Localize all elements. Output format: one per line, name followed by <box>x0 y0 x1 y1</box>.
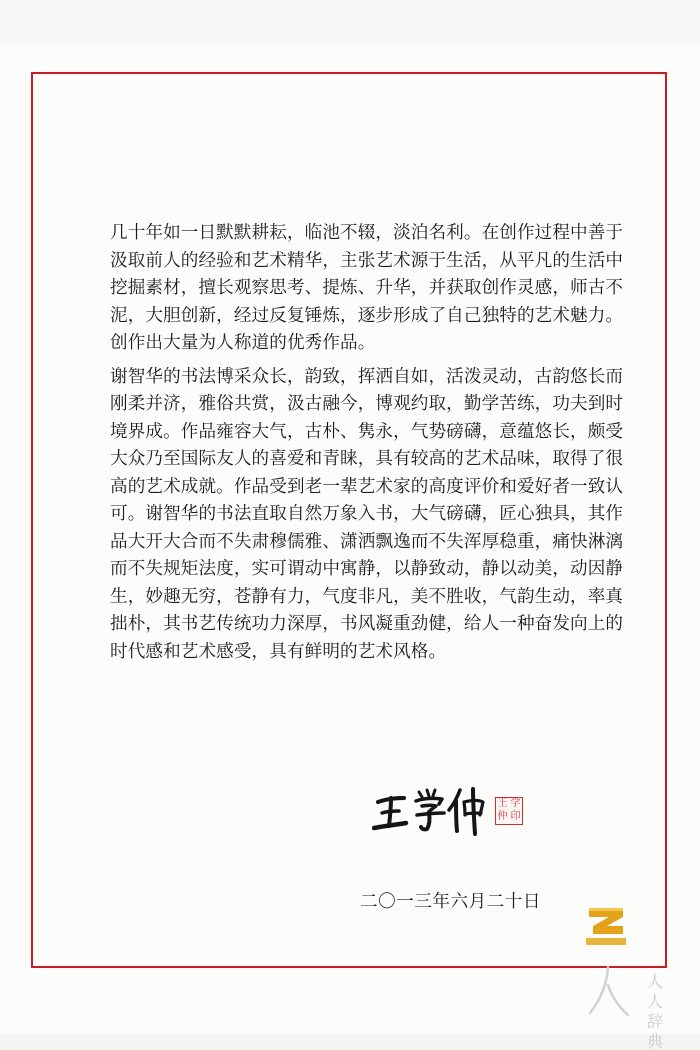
seal-char: 王 <box>497 798 508 809</box>
handwritten-signature <box>372 784 490 836</box>
red-seal-stamp <box>495 797 523 825</box>
paragraph-1: 几十年如一日默默耕耘，临池不辍，淡泊名利。在创作过程中善于汲取前人的经验和艺术精华，主张艺术源于生活，从平凡的生活中挖掘素材，擅长观察思考、提炼、升华，并获取创作灵感，师古不泥，大胆创新，经过反复锤炼，逐步形成了自己独特的艺术魅力。创作出大量为人称道的优秀作品。 <box>110 223 624 353</box>
paragraph-2: 谢智华的书法博采众长，韵致，挥洒自如，活泼灵动，古韵悠长而刚柔并济，雅俗共赏，汲古融今，博观约取，勤学苦练，功夫到时境界成。作品雍容大气，古朴、隽永，气势磅礴，意蕴悠长，颇受大众乃至国际友人的喜爱和青睐，具有较高的艺术品味，取得了很高的艺术成就。作品受到老一辈艺术家的高度评价和爱好者一致认可。谢智华的书法直取自然万象入书，大气磅礴，匠心独具，其作品大开大合而不失肃穆儒雅、潇洒飘逸而不失浑厚稳重，痛快淋漓而不失规矩法度，实可谓动中寓静，以静致动，静以动美，动因静生，妙趣无穷，苍静有力，气度非凡，美不胜收，气韵生动，率真拙朴，其书艺传统功力深厚，书风凝重劲健，给人一种奋发向上的时代感和艺术感受，具有鲜明的艺术风格。 <box>110 366 624 662</box>
watermark-text: 人人辞典 <box>646 972 663 1050</box>
seal-char: 学 <box>510 798 521 809</box>
seal-char: 印 <box>510 811 521 822</box>
letter-date: 二〇一三年六月二十日 <box>360 892 541 912</box>
watermark-logo-icon <box>583 904 629 948</box>
seal-char: 仲 <box>497 811 508 822</box>
scan-top-margin <box>0 0 700 44</box>
letter-body <box>110 220 640 672</box>
